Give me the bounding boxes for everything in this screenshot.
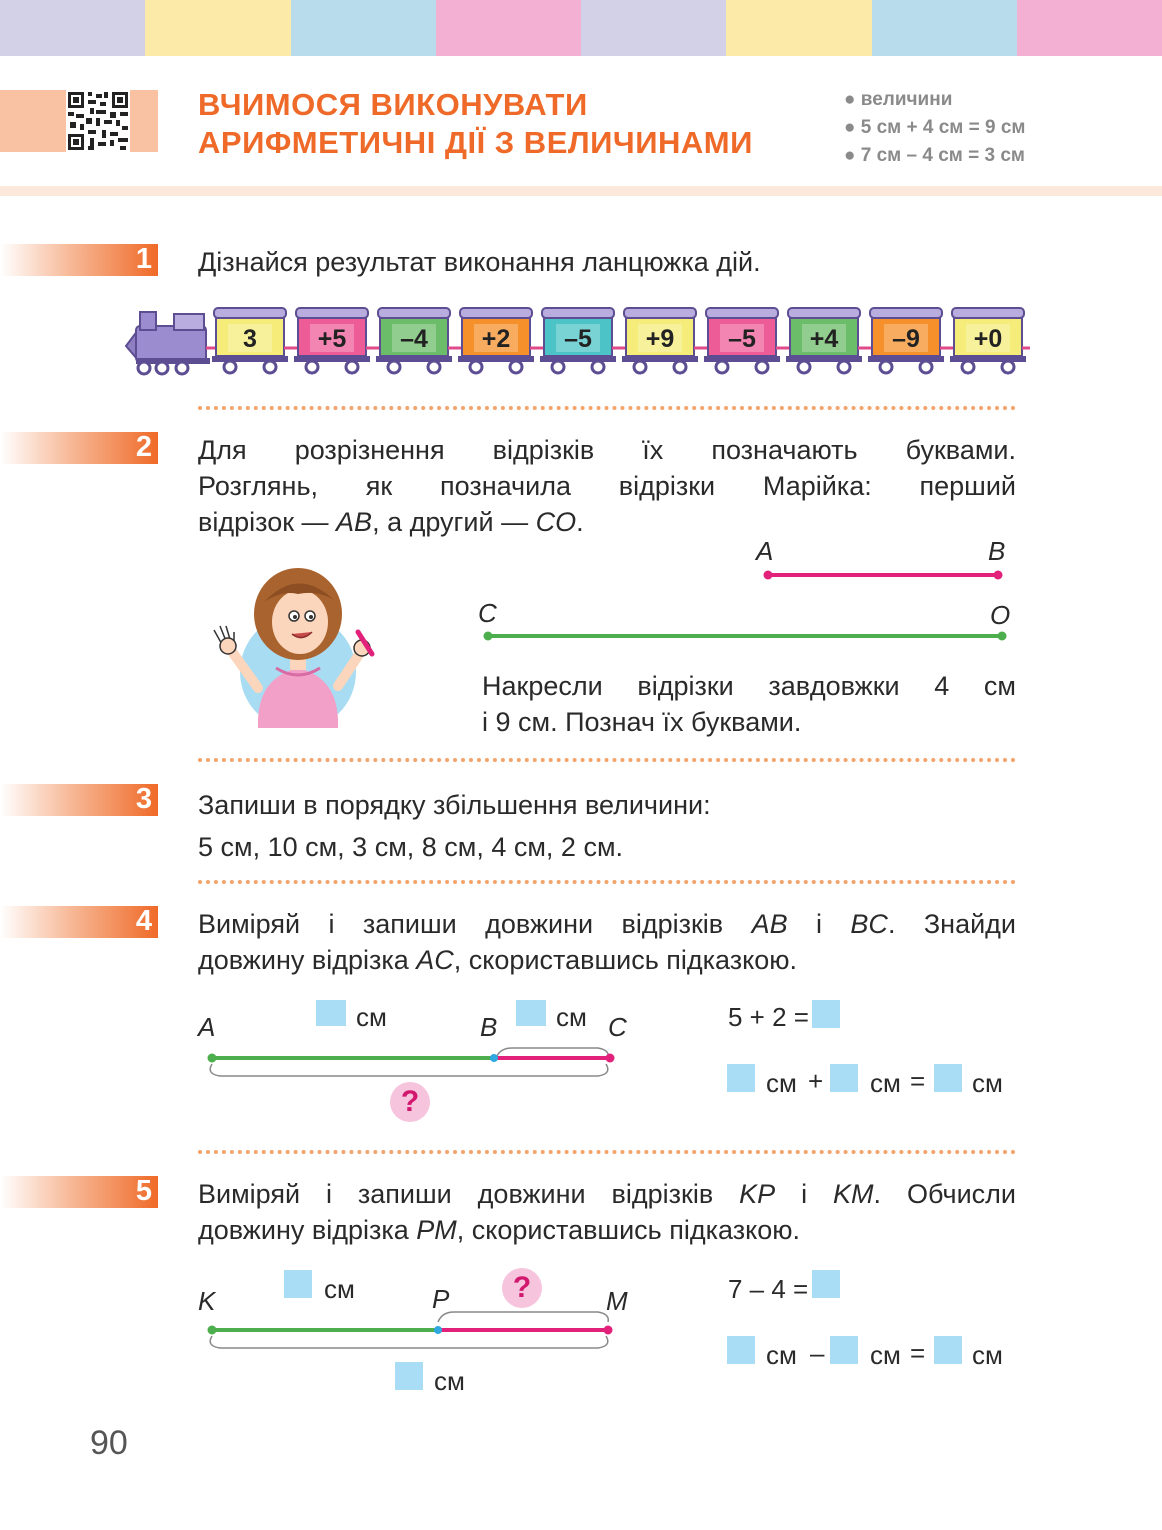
equals-sign: = bbox=[910, 1066, 926, 1096]
answer-box[interactable] bbox=[812, 1000, 840, 1028]
wagon-label: +2 bbox=[481, 325, 511, 353]
point-c bbox=[484, 632, 493, 641]
train-wagon bbox=[458, 308, 544, 373]
point-c bbox=[606, 1054, 615, 1063]
train-wagon bbox=[540, 308, 626, 373]
equals-sign: = bbox=[910, 1338, 926, 1368]
point-label-a: A bbox=[198, 1012, 216, 1042]
wagon-wheel bbox=[756, 361, 768, 373]
question-mark-icon: ? bbox=[390, 1082, 430, 1122]
text-span: Виміряй і запиши довжини відрізків bbox=[198, 1179, 740, 1209]
color-stripe bbox=[0, 0, 145, 56]
unit-label: см bbox=[324, 1274, 355, 1304]
task5-line-1 bbox=[198, 1176, 1016, 1212]
wagon-roof bbox=[952, 308, 1024, 318]
question-mark-icon: ? bbox=[502, 1268, 542, 1308]
wagon-label: –4 bbox=[400, 325, 428, 353]
task3-line-1: Запиши в порядку збільшення величини: bbox=[198, 790, 711, 820]
point-a bbox=[208, 1054, 217, 1063]
segment-name-ac: AC bbox=[416, 945, 454, 975]
text-span: . Обчисли bbox=[873, 1179, 1016, 1209]
task-number-2 bbox=[0, 432, 158, 464]
train-wagon bbox=[950, 308, 1030, 373]
title-line-1: ВЧИМОСЯ ВИКОНУВАТИ bbox=[198, 87, 588, 122]
wagon-wheel bbox=[634, 361, 646, 373]
plus-sign: + bbox=[808, 1066, 824, 1096]
answer-box[interactable] bbox=[934, 1336, 962, 1364]
text-span: , скориставшись підказкою. bbox=[456, 1215, 801, 1245]
wagon-base bbox=[622, 356, 698, 362]
answer-box[interactable] bbox=[727, 1064, 755, 1092]
unit-label: см bbox=[870, 1068, 901, 1098]
wagon-label: +9 bbox=[645, 325, 675, 353]
instruction-line-2: і 9 см. Познач їх буквами. bbox=[482, 707, 802, 737]
task-number-label: 3 bbox=[135, 783, 152, 815]
task-number-label: 2 bbox=[135, 431, 152, 463]
answer-box[interactable] bbox=[284, 1270, 312, 1298]
point-label-c: C bbox=[608, 1012, 627, 1042]
train-wagon bbox=[622, 308, 708, 373]
page-number: 90 bbox=[90, 1424, 128, 1462]
answer-box[interactable] bbox=[830, 1336, 858, 1364]
wagon-wheel bbox=[510, 361, 522, 373]
minus-sign: – bbox=[810, 1338, 825, 1368]
wagon-roof bbox=[788, 308, 860, 318]
task-number-4 bbox=[0, 906, 158, 938]
instruction-line-1: Накресли відрізки завдовжки 4 см bbox=[482, 671, 1016, 701]
point-m bbox=[604, 1326, 613, 1335]
point-label-a: A bbox=[756, 536, 774, 566]
divider bbox=[198, 1150, 1016, 1154]
point-label-c: C bbox=[478, 598, 497, 628]
wagon-base bbox=[704, 356, 780, 362]
answer-box[interactable] bbox=[516, 1000, 546, 1026]
point-label-b: B bbox=[480, 1012, 498, 1042]
wagon-base bbox=[376, 356, 452, 362]
train-illustration bbox=[120, 300, 1030, 380]
answer-box[interactable] bbox=[395, 1362, 423, 1390]
wagon-roof bbox=[542, 308, 614, 318]
girl-illustration bbox=[206, 568, 390, 728]
task-number-5 bbox=[0, 1176, 158, 1208]
train-wagon bbox=[704, 308, 790, 373]
task5-line-2 bbox=[198, 1212, 1016, 1248]
unit-label: см bbox=[870, 1340, 901, 1370]
segment-name-ab: AB bbox=[751, 909, 788, 939]
wagon-wheel bbox=[798, 361, 810, 373]
divider bbox=[198, 758, 1016, 762]
wagon-label: –9 bbox=[892, 325, 920, 353]
wagon-base bbox=[458, 356, 534, 362]
task-number-3 bbox=[0, 784, 158, 816]
wagon-wheel bbox=[428, 361, 440, 373]
unit-label: см bbox=[766, 1340, 797, 1370]
wagon-wheel bbox=[962, 361, 974, 373]
wagon-roof bbox=[460, 308, 532, 318]
segment-diagram-kpm bbox=[200, 1310, 620, 1354]
wagon-base bbox=[294, 356, 370, 362]
point-label-p: P bbox=[432, 1284, 450, 1314]
text-span: довжину відрізка bbox=[198, 945, 417, 975]
task5-text bbox=[198, 1176, 1016, 1248]
divider bbox=[198, 880, 1016, 884]
title-line-2: АРИФМЕТИЧНІ ДІЇ З ВЕЛИЧИНАМИ bbox=[198, 125, 753, 160]
train-wagon bbox=[786, 308, 872, 373]
wagon-base bbox=[868, 356, 944, 362]
point-label-b: B bbox=[988, 536, 1006, 566]
text-span: Виміряй і запиши довжини відрізків bbox=[198, 909, 752, 939]
wagon-wheel bbox=[388, 361, 400, 373]
top-color-bar bbox=[0, 0, 1162, 56]
wagon-label: +5 bbox=[317, 325, 347, 353]
unit-label: см bbox=[434, 1366, 465, 1396]
text-span: . Знайди bbox=[887, 909, 1017, 939]
point-label-k: K bbox=[198, 1286, 216, 1316]
point-b bbox=[490, 1054, 498, 1062]
answer-box[interactable] bbox=[812, 1270, 840, 1298]
hint-expression: 5 + 2 = bbox=[728, 1002, 809, 1032]
task4-text bbox=[198, 906, 1016, 978]
point-o bbox=[998, 632, 1007, 641]
task4-line-2 bbox=[198, 942, 1016, 978]
point-k bbox=[208, 1326, 217, 1335]
wagon-wheel bbox=[264, 361, 276, 373]
text-span: і bbox=[787, 909, 851, 939]
wagon-wheel bbox=[880, 361, 892, 373]
header-divider bbox=[0, 186, 1162, 196]
text-span: відрізок — bbox=[198, 507, 337, 537]
text-span: , а другий — bbox=[372, 507, 536, 537]
wagon-base bbox=[212, 356, 288, 362]
point-p bbox=[434, 1326, 442, 1334]
task3-line-2: 5 см, 10 см, 3 см, 8 см, 4 см, 2 см. bbox=[198, 832, 624, 862]
tag-item: ● величини bbox=[844, 86, 1025, 114]
color-stripe bbox=[436, 0, 581, 56]
wagon-wheel bbox=[1002, 361, 1014, 373]
text-span: довжину відрізка bbox=[198, 1215, 417, 1245]
wagon-label: +4 bbox=[809, 325, 839, 353]
text-span: і bbox=[775, 1179, 834, 1209]
answer-box[interactable] bbox=[727, 1336, 755, 1364]
divider bbox=[198, 406, 1016, 410]
wagon-wheel bbox=[552, 361, 564, 373]
segments-ab-co bbox=[470, 560, 1030, 650]
wagon-roof bbox=[296, 308, 368, 318]
tag-item: ● 7 см – 4 см = 3 см bbox=[844, 142, 1025, 170]
train-wagon bbox=[294, 308, 380, 373]
answer-box[interactable] bbox=[830, 1064, 858, 1092]
color-stripe bbox=[145, 0, 290, 56]
answer-box[interactable] bbox=[934, 1064, 962, 1092]
color-stripe bbox=[1017, 0, 1162, 56]
wagon-wheel bbox=[838, 361, 850, 373]
segment-name-pm: PM bbox=[416, 1215, 457, 1245]
segment-name-bc: BC bbox=[850, 909, 888, 939]
wagon-wheel bbox=[306, 361, 318, 373]
color-stripe bbox=[726, 0, 871, 56]
segment-name-km: KM bbox=[833, 1179, 874, 1209]
wagon-wheel bbox=[592, 361, 604, 373]
wagon-wheel bbox=[470, 361, 482, 373]
segment-name-ab: AB bbox=[336, 507, 373, 537]
point-label-m: M bbox=[606, 1286, 628, 1316]
task-number-label: 1 bbox=[135, 243, 152, 275]
topic-tags bbox=[844, 86, 1025, 170]
task2-line-2: Розглянь, як позначила відрізки Марійка: перший bbox=[198, 471, 1016, 501]
wagon-base bbox=[540, 356, 616, 362]
wagon-wheel bbox=[716, 361, 728, 373]
wagon-roof bbox=[214, 308, 286, 318]
point-label-o: O bbox=[990, 600, 1011, 630]
wagon-base bbox=[950, 356, 1026, 362]
task2-line-1: Для розрізнення відрізків їх позначають буквами. bbox=[198, 435, 1016, 465]
color-stripe bbox=[581, 0, 726, 56]
wagon-roof bbox=[706, 308, 778, 318]
wagon-wheel bbox=[224, 361, 236, 373]
wagon-label: +0 bbox=[973, 325, 1003, 353]
task4-line-1 bbox=[198, 906, 1016, 942]
task2-text bbox=[198, 432, 1016, 540]
segment-name-co: CO bbox=[535, 507, 577, 537]
text-span: . bbox=[576, 507, 584, 537]
task3-text bbox=[198, 784, 1016, 868]
unit-label: см bbox=[972, 1068, 1003, 1098]
unit-label: см bbox=[356, 1002, 387, 1032]
wagon-label: –5 bbox=[728, 325, 756, 353]
train-wagon bbox=[212, 308, 298, 373]
task-number-label: 5 bbox=[135, 1175, 152, 1207]
wagon-roof bbox=[624, 308, 696, 318]
segment-name-kp: KP bbox=[739, 1179, 776, 1209]
qr-code-icon bbox=[66, 90, 130, 152]
task-number-1 bbox=[0, 244, 158, 276]
task1-text: Дізнайся результат виконання ланцюжка дій. bbox=[198, 247, 761, 277]
train-wagon bbox=[376, 308, 462, 373]
wagon-roof bbox=[870, 308, 942, 318]
wagon-wheel bbox=[920, 361, 932, 373]
color-stripe bbox=[872, 0, 1017, 56]
color-stripe bbox=[291, 0, 436, 56]
wagon-roof bbox=[378, 308, 450, 318]
text-span: , скориставшись підказкою. bbox=[453, 945, 798, 975]
train-wagon bbox=[868, 308, 954, 373]
point-b bbox=[994, 571, 1003, 580]
unit-label: см bbox=[972, 1340, 1003, 1370]
unit-label: см bbox=[766, 1068, 797, 1098]
tag-item: ● 5 см + 4 см = 9 см bbox=[844, 114, 1025, 142]
wagon-label: 3 bbox=[243, 325, 257, 353]
locomotive bbox=[126, 312, 216, 374]
segment-diagram-abc bbox=[200, 1040, 620, 1084]
wagon-base bbox=[786, 356, 862, 362]
point-a bbox=[764, 571, 773, 580]
answer-box[interactable] bbox=[316, 1000, 346, 1026]
task2-line-3 bbox=[198, 504, 1016, 540]
hint-expression: 7 – 4 = bbox=[728, 1274, 809, 1304]
wagon-label: –5 bbox=[564, 325, 592, 353]
wagon-wheel bbox=[346, 361, 358, 373]
task2-instruction bbox=[482, 668, 1016, 740]
unit-label: см bbox=[556, 1002, 587, 1032]
page-title bbox=[198, 86, 753, 162]
task-number-label: 4 bbox=[135, 905, 152, 937]
wagon-wheel bbox=[674, 361, 686, 373]
